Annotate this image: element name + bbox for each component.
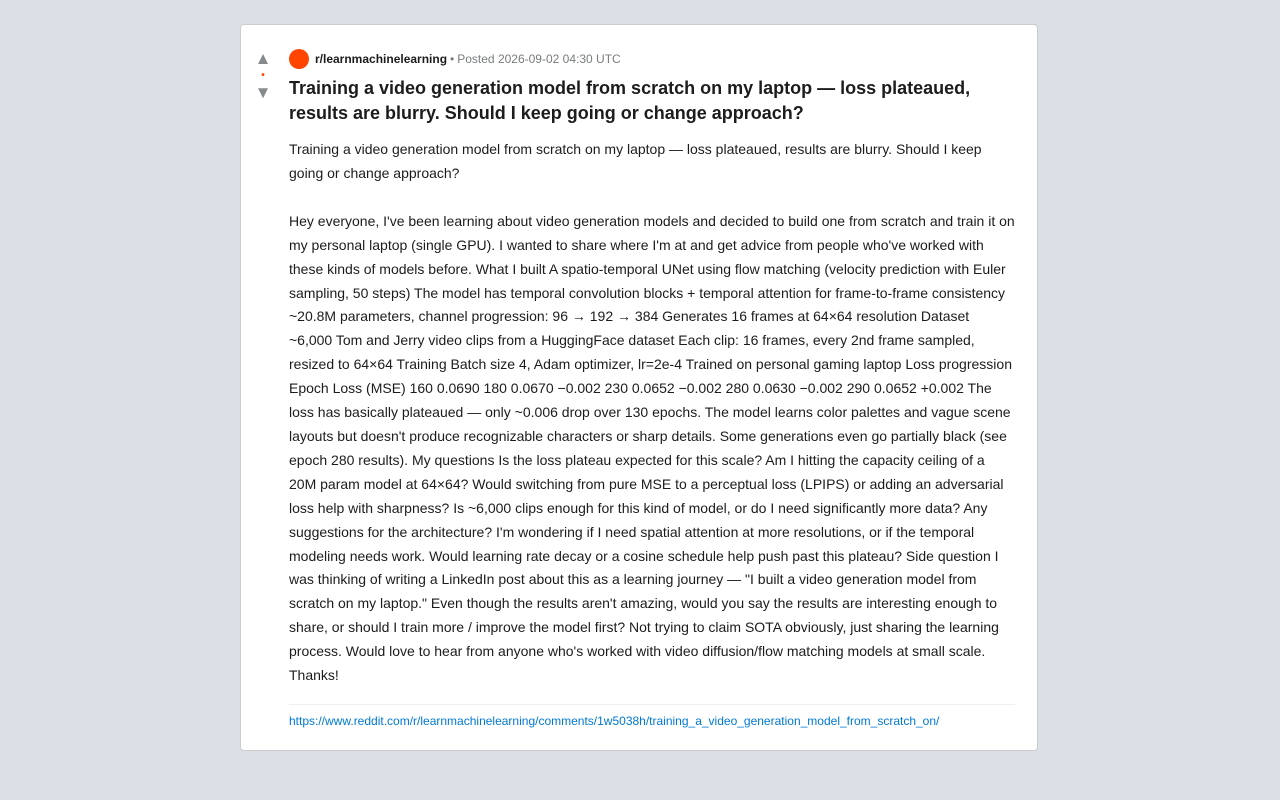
post-meta: [289, 49, 1015, 69]
subreddit-avatar-icon[interactable]: [289, 49, 309, 69]
post-card: [240, 24, 1038, 751]
paragraph-spacer: [289, 186, 1015, 210]
divider: [289, 704, 1015, 705]
vote-column: [241, 49, 285, 103]
post-url-link[interactable]: https://www.reddit.com/r/learnmachinelearning/comments/1w5038h/training_a_video_generation_model_from_scratch_on/: [289, 713, 940, 728]
post-body-intro: Training a video generation model from scratch on my laptop — loss plateaued, results are blurry. Should I keep going or change approach?: [289, 141, 982, 181]
vote-score: •: [261, 70, 265, 81]
subreddit-link[interactable]: r/learnmachinelearning: [315, 52, 448, 66]
post-content: [289, 49, 1015, 728]
post-title[interactable]: Training a video generation model from scratch on my laptop — loss plateaued, results are blurry. Should I keep going or change approach?: [289, 78, 971, 123]
upvote-icon[interactable]: ▲: [254, 49, 272, 68]
post-body: [289, 138, 1015, 688]
meta-separator: •: [450, 52, 455, 66]
downvote-icon[interactable]: ▼: [254, 83, 272, 102]
post-body-main: Hey everyone, I've been learning about video generation models and decided to build one from scratch and train it on my personal laptop (single GPU). I wanted to share where I'm at and get advice from people who've worked with these kinds of models before. What I built A spatio-temporal UNet using flow matching (velocity prediction with Euler sampling, 50 steps) The model has temporal convolution blocks + temporal attention for frame-to-frame consistency ~20.8M parameters, channel progression: 96 → 192 → 384 Generates 16 frames at 64×64 resolution Dataset ~6,000 Tom and Jerry video clips from a HuggingFace dataset Each clip: 16 frames, every 2nd frame sampled, resized to 64×64 Training Batch size 4, Adam optimizer, lr=2e-4 Trained on personal gaming laptop Loss progression Epoch Loss (MSE) 160 0.0690 180 0.0670 −0.002 230 0.0652 −0.002 280 0.0630 −0.002 290 0.0652 +0.002 The loss has basically plateaued — only ~0.006 drop over 130 epochs. The model learns color palettes and vague scene layouts but doesn't produce recognizable characters or sharp details. Some generations even go partially black (see epoch 280 results). My questions Is the loss plateau expected for this scale? Am I hitting the capacity ceiling of a 20M param model at 64×64? Would switching from pure MSE to a perceptual loss (LPIPS) or adding an adversarial loss help with sharpness? Is ~6,000 clips enough for this kind of model, or do I need significantly more data? Any suggestions for the architecture? I'm wondering if I need spatial attention at more resolutions, or if the temporal modeling needs work. Would learning rate decay or a cosine schedule help push past this plateau? Side question I was thinking of writing a LinkedIn post about this as a learning journey — "I built a video generation model from scratch on my laptop." Even though the results aren't amazing, would you say the results are interesting enough to share, or should I train more / improve the model first? Not trying to claim SOTA obviously, just sharing the learning process. Would love to hear from anyone who's worked with video diffusion/flow matching models at small scale. Thanks!: [289, 212, 1015, 684]
post-timestamp: Posted 2026-09-02 04:30 UTC: [457, 52, 621, 66]
